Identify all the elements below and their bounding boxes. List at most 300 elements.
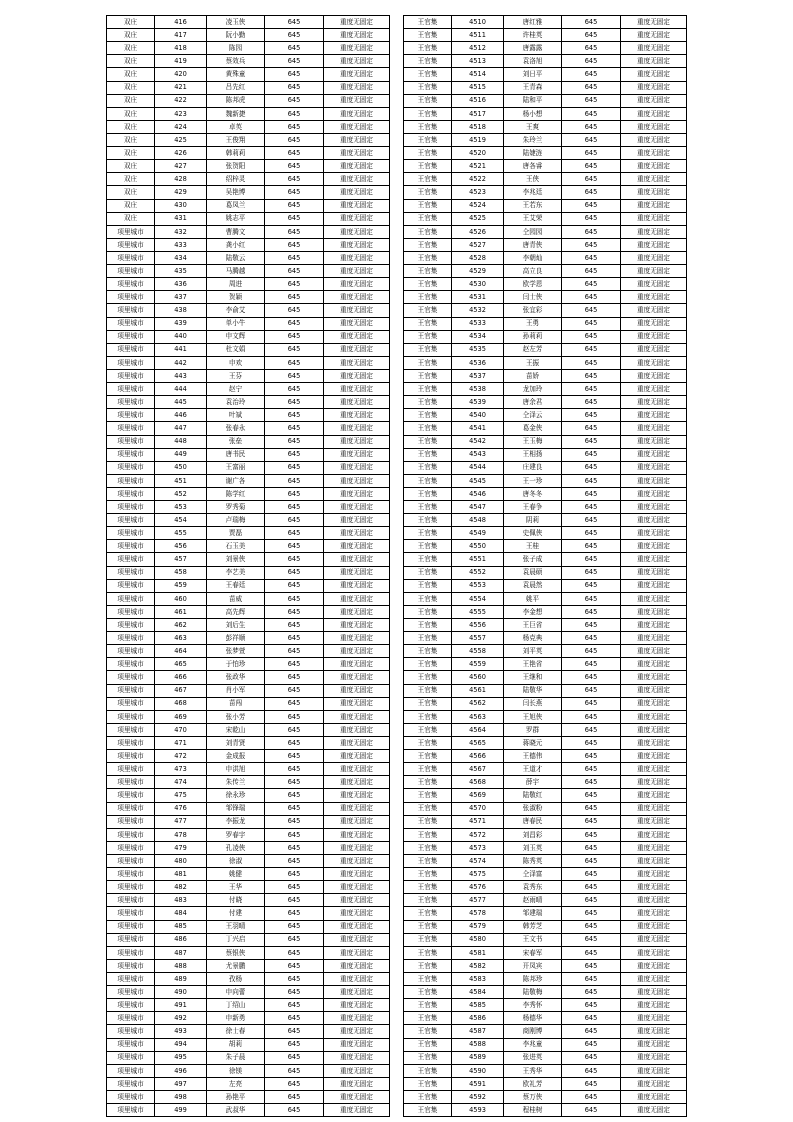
- cell-category: 重度无固定: [621, 343, 687, 356]
- cell-category: 重度无固定: [324, 881, 390, 894]
- cell-category: 重度无固定: [324, 1077, 390, 1090]
- cell-category: 重度无固定: [621, 579, 687, 592]
- table-row: [404, 750, 687, 763]
- table-row: [404, 920, 687, 933]
- cell-amount: 645: [562, 855, 621, 868]
- cell-serial-number: 427: [155, 160, 207, 173]
- table-row: [404, 514, 687, 527]
- cell-person-name: 徐镁: [207, 1064, 265, 1077]
- cell-amount: 645: [562, 265, 621, 278]
- table-row: [404, 697, 687, 710]
- cell-township: 项里城市: [107, 1038, 155, 1051]
- cell-serial-number: 489: [155, 972, 207, 985]
- cell-category: 重度无固定: [621, 855, 687, 868]
- cell-serial-number: 4529: [452, 265, 504, 278]
- cell-amount: 645: [562, 133, 621, 146]
- cell-serial-number: 4514: [452, 68, 504, 81]
- table-row: [404, 383, 687, 396]
- table-row: [107, 107, 390, 120]
- cell-amount: 645: [265, 225, 324, 238]
- cell-serial-number: 4540: [452, 409, 504, 422]
- cell-amount: 645: [265, 120, 324, 133]
- cell-category: 重度无固定: [324, 815, 390, 828]
- cell-serial-number: 495: [155, 1051, 207, 1064]
- cell-serial-number: 496: [155, 1064, 207, 1077]
- cell-category: 重度无固定: [621, 763, 687, 776]
- cell-amount: 645: [562, 199, 621, 212]
- cell-amount: 645: [265, 723, 324, 736]
- cell-serial-number: 4531: [452, 291, 504, 304]
- table-row: [404, 435, 687, 448]
- table-row: [107, 474, 390, 487]
- cell-person-name: 卢瑞梅: [207, 514, 265, 527]
- cell-serial-number: 463: [155, 632, 207, 645]
- cell-township: 王官集: [404, 868, 452, 881]
- cell-category: 重度无固定: [324, 750, 390, 763]
- cell-township: 王官集: [404, 710, 452, 723]
- cell-amount: 645: [562, 684, 621, 697]
- cell-township: 双庄: [107, 212, 155, 225]
- table-row: [404, 776, 687, 789]
- cell-person-name: 王一珍: [504, 474, 562, 487]
- cell-person-name: 李俞艾: [207, 304, 265, 317]
- cell-serial-number: 431: [155, 212, 207, 225]
- cell-amount: 645: [562, 81, 621, 94]
- table-row: [107, 723, 390, 736]
- cell-person-name: 袁洛旭: [504, 55, 562, 68]
- table-row: [107, 55, 390, 68]
- cell-amount: 645: [562, 186, 621, 199]
- cell-amount: 645: [265, 448, 324, 461]
- cell-serial-number: 490: [155, 986, 207, 999]
- cell-township: 项里城市: [107, 972, 155, 985]
- cell-person-name: 石玉美: [207, 540, 265, 553]
- table-row: [107, 553, 390, 566]
- cell-category: 重度无固定: [621, 710, 687, 723]
- cell-township: 项里城市: [107, 776, 155, 789]
- cell-township: 王官集: [404, 579, 452, 592]
- cell-category: 重度无固定: [324, 658, 390, 671]
- cell-amount: 645: [562, 474, 621, 487]
- cell-category: 重度无固定: [621, 527, 687, 540]
- cell-serial-number: 429: [155, 186, 207, 199]
- table-row: [107, 396, 390, 409]
- cell-serial-number: 445: [155, 396, 207, 409]
- cell-person-name: 张子成: [504, 553, 562, 566]
- cell-category: 重度无固定: [324, 684, 390, 697]
- cell-township: 项里城市: [107, 265, 155, 278]
- cell-amount: 645: [562, 107, 621, 120]
- table-row: [404, 448, 687, 461]
- table-row: [404, 737, 687, 750]
- table-row: [404, 120, 687, 133]
- cell-amount: 645: [562, 527, 621, 540]
- cell-category: 重度无固定: [621, 409, 687, 422]
- table-row: [404, 317, 687, 330]
- cell-amount: 645: [265, 251, 324, 264]
- cell-category: 重度无固定: [324, 710, 390, 723]
- cell-person-name: 孜杨: [207, 972, 265, 985]
- cell-category: 重度无固定: [324, 632, 390, 645]
- cell-township: 王官集: [404, 894, 452, 907]
- cell-category: 重度无固定: [621, 946, 687, 959]
- cell-serial-number: 4543: [452, 448, 504, 461]
- cell-amount: 645: [265, 632, 324, 645]
- cell-township: 项里城市: [107, 514, 155, 527]
- cell-serial-number: 4549: [452, 527, 504, 540]
- cell-person-name: 杨克典: [504, 632, 562, 645]
- cell-serial-number: 4593: [452, 1104, 504, 1117]
- cell-person-name: 丁绍山: [207, 999, 265, 1012]
- table-row: [404, 1090, 687, 1103]
- table-row: [404, 81, 687, 94]
- cell-category: 重度无固定: [324, 553, 390, 566]
- cell-serial-number: 4545: [452, 474, 504, 487]
- cell-serial-number: 4512: [452, 42, 504, 55]
- cell-township: 王官集: [404, 881, 452, 894]
- cell-township: 项里城市: [107, 291, 155, 304]
- cell-person-name: 王富丽: [207, 461, 265, 474]
- table-row: [404, 881, 687, 894]
- cell-township: 王官集: [404, 304, 452, 317]
- cell-person-name: 王艳省: [504, 658, 562, 671]
- cell-amount: 645: [265, 920, 324, 933]
- cell-person-name: 徐永珍: [207, 789, 265, 802]
- cell-category: 重度无固定: [324, 697, 390, 710]
- cell-serial-number: 484: [155, 907, 207, 920]
- cell-category: 重度无固定: [621, 186, 687, 199]
- cell-amount: 645: [562, 461, 621, 474]
- table-row: [107, 29, 390, 42]
- table-row: [404, 212, 687, 225]
- cell-township: 王官集: [404, 265, 452, 278]
- cell-serial-number: 4571: [452, 815, 504, 828]
- cell-amount: 645: [562, 409, 621, 422]
- cell-category: 重度无固定: [324, 133, 390, 146]
- cell-category: 重度无固定: [324, 907, 390, 920]
- cell-township: 王官集: [404, 605, 452, 618]
- cell-serial-number: 472: [155, 750, 207, 763]
- table-row: [107, 750, 390, 763]
- table-row: [107, 881, 390, 894]
- cell-serial-number: 428: [155, 173, 207, 186]
- cell-category: 重度无固定: [621, 868, 687, 881]
- cell-person-name: 阮小勤: [207, 29, 265, 42]
- cell-person-name: 李朝灿: [504, 251, 562, 264]
- cell-category: 重度无固定: [621, 1064, 687, 1077]
- cell-person-name: 魏新捷: [207, 107, 265, 120]
- cell-amount: 645: [265, 55, 324, 68]
- cell-person-name: 闫士侠: [504, 291, 562, 304]
- table-row: [404, 1025, 687, 1038]
- cell-person-name: 蔡效兵: [207, 55, 265, 68]
- cell-serial-number: 4573: [452, 841, 504, 854]
- table-row: [107, 68, 390, 81]
- cell-person-name: 申欢: [207, 356, 265, 369]
- cell-township: 双庄: [107, 160, 155, 173]
- table-row: [404, 487, 687, 500]
- cell-township: 王官集: [404, 1038, 452, 1051]
- cell-serial-number: 4576: [452, 881, 504, 894]
- cell-serial-number: 4535: [452, 343, 504, 356]
- cell-category: 重度无固定: [621, 1038, 687, 1051]
- table-row: [107, 356, 390, 369]
- cell-category: 重度无固定: [621, 723, 687, 736]
- cell-township: 王官集: [404, 789, 452, 802]
- cell-township: 王官集: [404, 750, 452, 763]
- cell-township: 项里城市: [107, 343, 155, 356]
- cell-category: 重度无固定: [621, 304, 687, 317]
- cell-township: 王官集: [404, 94, 452, 107]
- table-row: [404, 710, 687, 723]
- table-row: [107, 383, 390, 396]
- cell-serial-number: 4547: [452, 501, 504, 514]
- table-row: [404, 1012, 687, 1025]
- table-row: [107, 527, 390, 540]
- cell-category: 重度无固定: [324, 212, 390, 225]
- cell-amount: 645: [265, 133, 324, 146]
- table-row: [107, 448, 390, 461]
- cell-amount: 645: [562, 278, 621, 291]
- cell-township: 王官集: [404, 409, 452, 422]
- cell-serial-number: 4541: [452, 422, 504, 435]
- cell-serial-number: 4519: [452, 133, 504, 146]
- cell-person-name: 苗威: [207, 592, 265, 605]
- cell-category: 重度无固定: [324, 566, 390, 579]
- cell-serial-number: 4537: [452, 369, 504, 382]
- cell-serial-number: 416: [155, 16, 207, 29]
- cell-amount: 645: [562, 94, 621, 107]
- cell-township: 王官集: [404, 619, 452, 632]
- cell-category: 重度无固定: [621, 933, 687, 946]
- cell-serial-number: 4583: [452, 972, 504, 985]
- cell-amount: 645: [265, 1025, 324, 1038]
- cell-category: 重度无固定: [621, 645, 687, 658]
- cell-serial-number: 460: [155, 592, 207, 605]
- cell-person-name: 唐青侠: [504, 238, 562, 251]
- cell-serial-number: 465: [155, 658, 207, 671]
- cell-person-name: 朱传兰: [207, 776, 265, 789]
- cell-category: 重度无固定: [324, 422, 390, 435]
- table-row: [107, 684, 390, 697]
- table-row: [404, 986, 687, 999]
- cell-person-name: 唐各睿: [504, 160, 562, 173]
- cell-serial-number: 425: [155, 133, 207, 146]
- cell-township: 项里城市: [107, 579, 155, 592]
- cell-person-name: 陆敬梅: [504, 986, 562, 999]
- cell-person-name: 申洪旭: [207, 763, 265, 776]
- roster-table-left: [106, 15, 390, 1117]
- cell-amount: 645: [265, 737, 324, 750]
- cell-person-name: 李秀怀: [504, 999, 562, 1012]
- cell-township: 项里城市: [107, 789, 155, 802]
- table-row: [404, 160, 687, 173]
- cell-township: 项里城市: [107, 566, 155, 579]
- cell-serial-number: 449: [155, 448, 207, 461]
- cell-amount: 645: [562, 723, 621, 736]
- cell-township: 王官集: [404, 291, 452, 304]
- cell-person-name: 袁秀东: [504, 881, 562, 894]
- cell-serial-number: 481: [155, 868, 207, 881]
- cell-category: 重度无固定: [621, 619, 687, 632]
- cell-amount: 645: [265, 94, 324, 107]
- cell-amount: 645: [265, 959, 324, 972]
- cell-person-name: 陆敬红: [504, 789, 562, 802]
- cell-person-name: 高先辉: [207, 605, 265, 618]
- cell-category: 重度无固定: [324, 1051, 390, 1064]
- cell-person-name: 于怕珍: [207, 658, 265, 671]
- cell-person-name: 阴莉: [504, 514, 562, 527]
- table-row: [404, 265, 687, 278]
- cell-person-name: 陈学红: [207, 487, 265, 500]
- cell-amount: 645: [265, 396, 324, 409]
- cell-category: 重度无固定: [324, 147, 390, 160]
- cell-category: 重度无固定: [324, 933, 390, 946]
- table-row: [404, 592, 687, 605]
- cell-amount: 645: [562, 304, 621, 317]
- table-row: [107, 828, 390, 841]
- cell-category: 重度无固定: [621, 212, 687, 225]
- cell-township: 王官集: [404, 1064, 452, 1077]
- table-row: [107, 776, 390, 789]
- cell-township: 王官集: [404, 383, 452, 396]
- table-row: [404, 619, 687, 632]
- cell-category: 重度无固定: [621, 986, 687, 999]
- cell-amount: 645: [562, 383, 621, 396]
- cell-township: 王官集: [404, 225, 452, 238]
- table-row: [107, 461, 390, 474]
- cell-person-name: 卓英: [207, 120, 265, 133]
- cell-amount: 645: [562, 120, 621, 133]
- cell-category: 重度无固定: [621, 1090, 687, 1103]
- table-row: [404, 933, 687, 946]
- cell-serial-number: 4574: [452, 855, 504, 868]
- cell-category: 重度无固定: [621, 1012, 687, 1025]
- table-row: [404, 763, 687, 776]
- cell-amount: 645: [265, 946, 324, 959]
- cell-person-name: 苗闯: [207, 697, 265, 710]
- cell-person-name: 王青森: [504, 81, 562, 94]
- cell-serial-number: 4580: [452, 933, 504, 946]
- cell-amount: 645: [562, 501, 621, 514]
- cell-township: 王官集: [404, 356, 452, 369]
- cell-person-name: 王相扬: [504, 448, 562, 461]
- cell-category: 重度无固定: [621, 881, 687, 894]
- table-row: [404, 251, 687, 264]
- table-row: [107, 802, 390, 815]
- cell-person-name: 葛金侠: [504, 422, 562, 435]
- cell-person-name: 陆和平: [504, 94, 562, 107]
- table-row: [107, 1012, 390, 1025]
- cell-person-name: 武叔华: [207, 1104, 265, 1117]
- cell-township: 项里城市: [107, 645, 155, 658]
- cell-township: 项里城市: [107, 855, 155, 868]
- cell-category: 重度无固定: [324, 802, 390, 815]
- table-row: [107, 710, 390, 723]
- cell-person-name: 仝泽云: [504, 409, 562, 422]
- cell-category: 重度无固定: [621, 920, 687, 933]
- table-row: [404, 828, 687, 841]
- cell-category: 重度无固定: [324, 251, 390, 264]
- cell-township: 王官集: [404, 487, 452, 500]
- cell-amount: 645: [265, 972, 324, 985]
- cell-serial-number: 434: [155, 251, 207, 264]
- cell-township: 王官集: [404, 540, 452, 553]
- cell-amount: 645: [562, 894, 621, 907]
- cell-person-name: 孔凌侠: [207, 841, 265, 854]
- cell-serial-number: 4552: [452, 566, 504, 579]
- cell-amount: 645: [562, 29, 621, 42]
- cell-amount: 645: [562, 1012, 621, 1025]
- cell-serial-number: 458: [155, 566, 207, 579]
- cell-amount: 645: [562, 645, 621, 658]
- cell-category: 重度无固定: [621, 383, 687, 396]
- cell-amount: 645: [265, 330, 324, 343]
- cell-township: 王官集: [404, 946, 452, 959]
- cell-category: 重度无固定: [621, 251, 687, 264]
- cell-category: 重度无固定: [621, 474, 687, 487]
- cell-serial-number: 422: [155, 94, 207, 107]
- cell-township: 王官集: [404, 173, 452, 186]
- cell-amount: 645: [265, 160, 324, 173]
- cell-township: 项里城市: [107, 527, 155, 540]
- table-row: [107, 278, 390, 291]
- cell-serial-number: 418: [155, 42, 207, 55]
- cell-serial-number: 498: [155, 1090, 207, 1103]
- cell-township: 王官集: [404, 907, 452, 920]
- cell-person-name: 刘玉英: [504, 841, 562, 854]
- cell-township: 项里城市: [107, 1077, 155, 1090]
- table-row: [107, 972, 390, 985]
- cell-township: 项里城市: [107, 251, 155, 264]
- cell-township: 王官集: [404, 723, 452, 736]
- cell-person-name: 胡莉: [207, 1038, 265, 1051]
- cell-amount: 645: [265, 147, 324, 160]
- cell-serial-number: 470: [155, 723, 207, 736]
- cell-category: 重度无固定: [621, 278, 687, 291]
- table-row: [404, 855, 687, 868]
- roster-table-left-body: [107, 16, 390, 1117]
- cell-category: 重度无固定: [324, 278, 390, 291]
- cell-serial-number: 4539: [452, 396, 504, 409]
- cell-amount: 645: [265, 579, 324, 592]
- cell-serial-number: 4565: [452, 737, 504, 750]
- cell-category: 重度无固定: [621, 802, 687, 815]
- cell-township: 王官集: [404, 474, 452, 487]
- cell-township: 项里城市: [107, 540, 155, 553]
- cell-person-name: 张淑粉: [504, 802, 562, 815]
- table-row: [404, 999, 687, 1012]
- table-row: [107, 658, 390, 671]
- cell-amount: 645: [265, 278, 324, 291]
- cell-person-name: 王桂: [504, 540, 562, 553]
- cell-township: 双庄: [107, 199, 155, 212]
- table-row: [107, 422, 390, 435]
- cell-serial-number: 423: [155, 107, 207, 120]
- cell-township: 王官集: [404, 920, 452, 933]
- cell-person-name: 孙莉莉: [504, 330, 562, 343]
- cell-person-name: 申新勇: [207, 1012, 265, 1025]
- table-row: [107, 317, 390, 330]
- table-row: [404, 304, 687, 317]
- cell-township: 项里城市: [107, 592, 155, 605]
- cell-township: 项里城市: [107, 959, 155, 972]
- cell-amount: 645: [265, 369, 324, 382]
- cell-amount: 645: [562, 317, 621, 330]
- cell-category: 重度无固定: [621, 94, 687, 107]
- cell-township: 项里城市: [107, 763, 155, 776]
- cell-serial-number: 4526: [452, 225, 504, 238]
